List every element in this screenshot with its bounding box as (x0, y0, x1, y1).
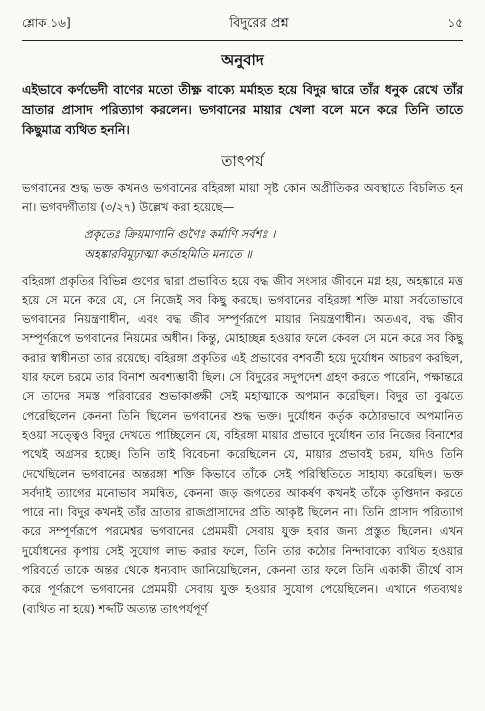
gita-quote-line-2: অহঙ্কারবিমূঢ়াত্মা কর্তাহমিতি মন্যতে ॥ (84, 246, 252, 261)
translation-heading: অনুবাদ (221, 51, 264, 69)
verse-reference: শ্লোক ১৬] (22, 16, 71, 30)
gita-quote (84, 224, 463, 264)
purport-heading: তাৎপর্য (221, 152, 264, 170)
chapter-title: বিদুরের প্রশ্ন (229, 16, 289, 31)
translation-text: এইভাবে কর্ণভেদী বাণের মতো তীক্ষ্ণ বাক্যে মর্মাহত হয়ে বিদুর দ্বারে তাঁর ধনুক রেখে তাঁর ভ্রাতার প্রাসাদ পরিত্যাগ করলেন। ভগবানের মায়ার খেলা বলে মনে করে তিনি তাতে কিছুমাত্র ব্যথিত হননি। (22, 83, 463, 137)
header-rule (22, 40, 463, 41)
running-header (22, 14, 463, 40)
page-number: ১৫ (447, 16, 463, 30)
purport-paragraph-2: বহিরঙ্গা প্রকৃতির বিভিন্ন গুণের দ্বারা প্রভাবিত হয়ে বদ্ধ জীব সংসার জীবনে মগ্ন হয়, অহঙ্কারে মত্ত হয়ে সে মনে করে যে, সে নিজেই সব কিছু করছে। ভগবানের বহিরঙ্গা শক্তি মায়া সর্বতোভাবে ভগবানের নিয়ন্ত্রণাধীন, এবং বদ্ধ জীব সম্পূর্ণরূপে মায়ার নিয়ন্ত্রণাধীন। অতএব, বদ্ধ জীব সম্পূর্ণরূপে ভগবানের নিয়মের অধীন। কিন্তু, মোহাচ্ছন্ন হওয়ার ফলে কেবল সে মনে করে সব কিছু করার স্বাধীনতা তার রয়েছে। বহিরঙ্গা প্রকৃতির এই প্রভাবের বশবর্তী হয়ে দুর্যোধন আচরণ করছিল, যার ফলে চরমে তার বিনাশ অবশ্যম্ভাবী ছিল। সে বিদুরের সদুপদেশ গ্রহণ করতে পারেনি, পক্ষান্তরে সে তাদের সমস্ত পরিবারের শুভাকাঙ্ক্ষী সেই মহাত্মাকে অপমান করেছিল। বিদুর তা বুঝতে পেরেছিলেন কেননা তিনি ছিলেন ভগবানের শুদ্ধ ভক্ত। দুর্যোধন কর্তৃক কঠোরভাবে অপমানিত হওয়া সত্ত্বেও বিদুর দেখতে পাচ্ছিলেন যে, বহিরঙ্গা মায়ার প্রভাবে দুর্যোধন তার নিজের বিনাশের পথেই অগ্রসর হচ্ছে। তিনি তাই বিবেচনা করেছিলেন যে, মায়ার প্রভাবই চরম, যদিও তিনি দেখেছিলেন ভগবানের অন্তরঙ্গা শক্তি কিভাবে তাঁকে সেই পরিস্থিতিতে সাহায্য করেছিল। ভক্ত সর্বদাই ত্যাগের মনোভাব সমন্বিত, কেননা জড় জগতের আকর্ষণ কখনই তাঁকে তৃপ্তিদান করতে পারে না। বিদুর কখনই তাঁর ভ্রাতার রাজপ্রাসাদের প্রতি আকৃষ্ট ছিলেন না। তিনি প্রাসাদ পরিত্যাগ করে সম্পূর্ণরূপে পরমেশ্বর ভগবানের প্রেমময়ী সেবায় যুক্ত হবার জন্য প্রস্তুত ছিলেন। এখন দুর্যোধনের কৃপায় সেই সুযোগ লাভ করার ফলে, তিনি তার কঠোর নিন্দাবাক্যে ব্যথিত হওয়ার পরিবর্তে তাকে অন্তর থেকে ধন্যবাদ জানিয়েছিলেন, কেননা তার ফলে তিনি একাকী তীর্থে বাস করে পূর্ণরূপে ভগবানের প্রেমময়ী সেবায় যুক্ত হওয়ার সুযোগ পেয়েছিলেন। এখানে গতব্যথঃ (ব্যথিত না হয়ে) শব্দটি অত্যন্ত তাৎপর্যপূর্ণ (22, 273, 463, 616)
gita-quote-line-1: প্রকৃতেঃ ক্রিয়মাণানি গুণৈঃ কর্মাণি সর্বশঃ । (84, 226, 276, 241)
purport-paragraph-1: ভগবানের শুদ্ধ ভক্ত কখনও ভগবানের বহিরঙ্গা মায়া সৃষ্ট কোন অপ্রীতিকর অবস্থাতে বিচলিত হন না। ভগবদ্গীতায় (৩/২৭) উল্লেখ করা হয়েছে— (22, 181, 463, 215)
